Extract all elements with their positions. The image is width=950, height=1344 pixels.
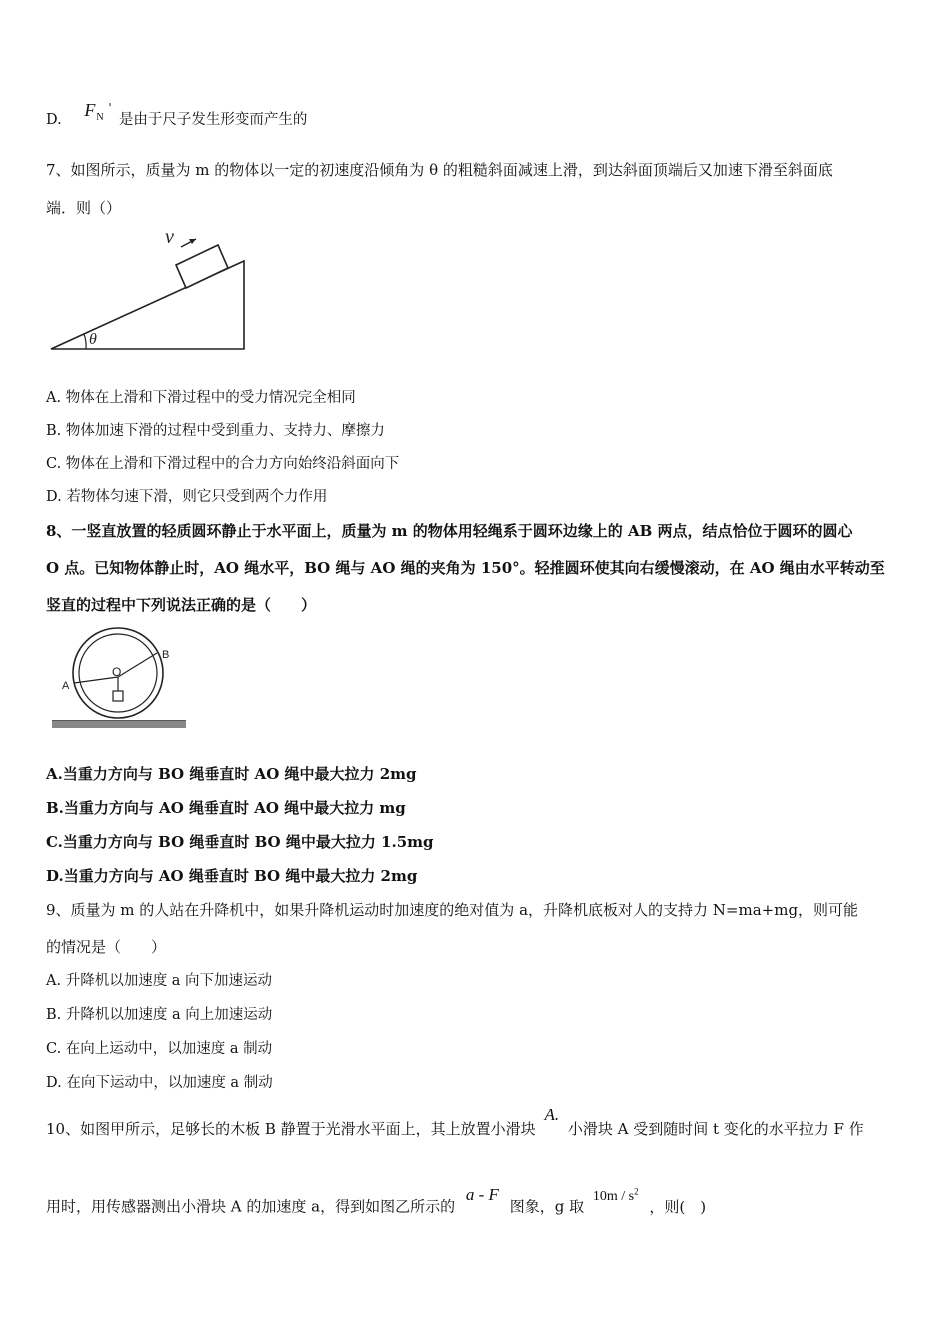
q9-option-c: C. 在向上运动中，以加速度 a 制动	[46, 1041, 273, 1057]
q8-option-b: B.当重力方向与 AO 绳垂直时 AO 绳中最大拉力 mg	[46, 799, 406, 817]
label-o: O	[112, 665, 122, 679]
q7-incline-figure	[46, 225, 256, 355]
q8-stem-line3: 竖直的过程中下列说法正确的是（ ）	[46, 596, 317, 614]
q9-option-d: D. 在向下运动中，以加速度 a 制动	[46, 1075, 273, 1091]
g-value-sup: 2	[634, 1186, 639, 1196]
q6-option-d	[46, 100, 308, 130]
option-label: D.	[46, 112, 62, 128]
formula-sub: N	[96, 112, 104, 123]
q7-stem-line1: 7、如图所示，质量为 m 的物体以一定的初速度沿倾角为 θ 的粗糙斜面减速上滑，到达斜面顶端后又加速下滑至斜面底	[46, 161, 833, 179]
q10-g-value	[592, 1186, 639, 1204]
q7-option-a: A. 物体在上滑和下滑过程中的受力情况完全相同	[46, 390, 356, 406]
option-text: 是由于尺子发生形变而产生的	[118, 112, 308, 128]
q8-option-d: D.当重力方向与 AO 绳垂直时 BO 绳中最大拉力 2mg	[46, 867, 418, 885]
q7-option-d: D. 若物体匀速下滑，则它只受到两个力作用	[46, 489, 328, 505]
q9-stem-line1: 9、质量为 m 的人站在升降机中，如果升降机运动时加速度的绝对值为 a，升降机底板对人的支持力 N=ma+mg，则可能	[46, 901, 859, 919]
label-b: B	[162, 649, 170, 661]
hanging-mass	[113, 691, 123, 701]
q9-option-a: A. 升降机以加速度 a 向下加速运动	[46, 973, 273, 989]
q7-option-b: B. 物体加速下滑的过程中受到重力、支持力、摩擦力	[46, 423, 385, 439]
g-value-text: 10m / s	[592, 1188, 635, 1204]
label-a: A	[62, 680, 70, 692]
rope-bo	[118, 653, 157, 677]
v-label: v	[165, 226, 174, 248]
q9-stem-line2: 的情况是（ ）	[46, 938, 167, 956]
q8-option-a: A.当重力方向与 BO 绳垂直时 AO 绳中最大拉力 2mg	[46, 765, 417, 783]
q10-line2	[46, 1184, 707, 1219]
q10-line1-text-a: 10、如图甲所示，足够长的木板 B 静置于光滑水平面上，其上放置小滑块	[46, 1120, 536, 1138]
q7-stem-line2: 端．则（）	[46, 199, 122, 217]
q10-line2-text-b: 图象，g 取	[509, 1197, 585, 1216]
q10-line2-text-c: ，则( )	[649, 1197, 707, 1216]
q8-stem-line1: 8、一竖直放置的轻质圆环静止于水平面上，质量为 m 的物体用轻绳系于圆环边缘上的 AB 两点，结点恰位于圆环的圆心	[46, 522, 853, 540]
q8-ring-figure	[50, 625, 190, 740]
q9-option-b: B. 升降机以加速度 a 向上加速运动	[46, 1007, 273, 1023]
q7-option-c: C. 物体在上滑和下滑过程中的合力方向始终沿斜面向下	[46, 456, 400, 472]
q10-a-f-formula: a - F	[465, 1184, 499, 1204]
q10-line1-text-b: 小滑块 A 受到随时间 t 变化的水平拉力 F 作	[567, 1120, 864, 1138]
formula-prime: '	[108, 101, 112, 115]
block	[176, 245, 228, 288]
q10-line1	[46, 1105, 864, 1139]
q8-option-c: C.当重力方向与 BO 绳垂直时 BO 绳中最大拉力 1.5mg	[46, 833, 434, 851]
q8-stem-line2: O 点。已知物体静止时，AO 绳水平，BO 绳与 AO 绳的夹角为 150°。轻推圆环使其向右缓慢滚动，在 AO 绳由水平转动至	[46, 559, 885, 577]
ground-hatch	[52, 721, 186, 728]
fn-prime-formula	[66, 100, 112, 130]
q10-symbol-a: A.	[544, 1105, 560, 1124]
theta-label: θ	[89, 331, 97, 348]
q10-line2-text-a: 用时，用传感器测出小滑块 A 的加速度 a，得到如图乙所示的	[46, 1197, 456, 1216]
theta-arc	[84, 334, 86, 349]
formula-symbol: F	[84, 100, 96, 120]
